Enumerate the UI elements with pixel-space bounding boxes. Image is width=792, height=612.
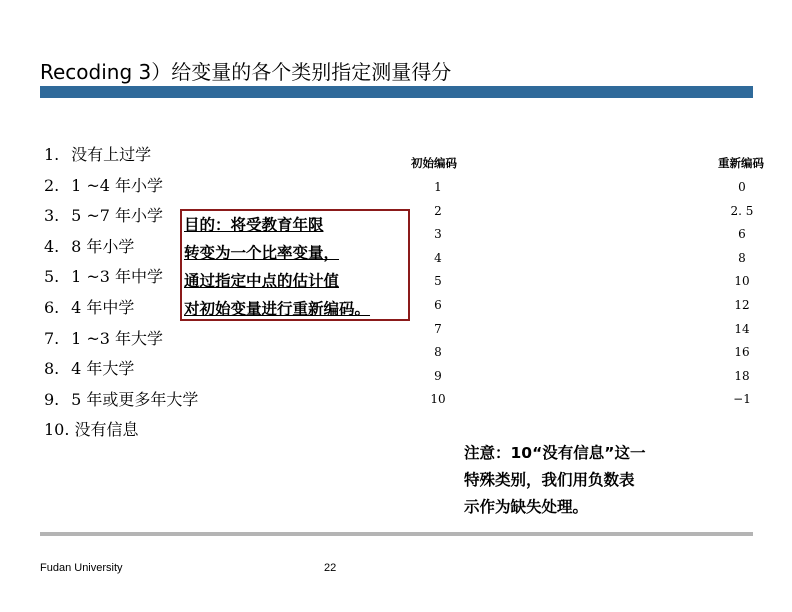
category-list: [44, 143, 198, 449]
list-item: [44, 174, 198, 205]
purpose-callout-box: [180, 209, 410, 321]
page-number: 22: [324, 562, 337, 574]
item-label: 没有上过学: [71, 145, 152, 164]
original-code: 2: [434, 203, 442, 218]
recoded-header: 重新编码: [718, 156, 764, 170]
recoded-value: 16: [734, 345, 750, 360]
recoded-value: −1: [733, 392, 751, 407]
purpose-line: 目的：将受教育年限: [184, 216, 324, 234]
item-label: 5 年或更多年大学: [71, 389, 199, 409]
original-code: 1: [434, 180, 442, 194]
list-item: [44, 143, 198, 174]
original-code: 8: [434, 345, 442, 360]
item-label: 4 年大学: [71, 359, 135, 379]
original-code-header: 初始编码: [411, 156, 457, 170]
list-item: [44, 327, 198, 358]
recoded-value: 2. 5: [730, 203, 754, 218]
original-code: 9: [434, 368, 442, 383]
item-label: 4 年中学: [71, 297, 135, 317]
item-number: 4.: [44, 236, 60, 256]
purpose-line: 通过指定中点的估计值: [184, 272, 340, 290]
original-code-column: [423, 180, 453, 416]
original-code: 6: [434, 297, 442, 312]
list-item: [44, 418, 198, 449]
recoded-value: 8: [738, 250, 746, 265]
recoded-value: 14: [734, 321, 750, 336]
recoded-value: 18: [734, 368, 750, 383]
item-number: 5.: [44, 267, 60, 287]
recoded-value: 6: [738, 227, 746, 242]
item-label: 1 ~3 年中学: [71, 267, 164, 287]
list-item: [44, 265, 198, 296]
item-number: 2.: [44, 175, 60, 195]
original-code: 4: [434, 250, 442, 265]
item-number: 3.: [44, 206, 60, 226]
item-label: 1 ~3 年大学: [71, 328, 164, 348]
list-item: [44, 235, 198, 266]
original-code: 7: [434, 321, 442, 336]
item-number: 9.: [44, 389, 60, 409]
list-item: [44, 204, 198, 235]
item-number: 7.: [44, 328, 60, 348]
item-label: 5 ~7 年小学: [71, 206, 164, 226]
list-item: [44, 388, 198, 419]
original-code: 10: [430, 392, 446, 407]
item-label: 没有信息: [74, 420, 139, 440]
list-item: [44, 357, 198, 388]
list-item: [44, 296, 198, 327]
recoded-column: [727, 180, 757, 416]
item-number: 8.: [44, 359, 60, 379]
note-line: 注意：10“没有信息”这一: [464, 444, 646, 462]
recoded-value: 0: [738, 180, 746, 194]
item-number: 10.: [44, 420, 70, 440]
item-label: 8 年小学: [71, 236, 135, 256]
footer-divider: [40, 532, 753, 536]
recoded-value: 10: [734, 274, 750, 289]
footer-institution: Fudan University: [40, 562, 123, 574]
purpose-line: 对初始变量进行重新编码。: [184, 300, 371, 318]
slide-title: Recoding 3）给变量的各个类别指定测量得分: [40, 60, 452, 84]
missing-value-note: [464, 440, 704, 521]
original-code: 3: [434, 227, 442, 242]
item-number: 6.: [44, 297, 60, 317]
note-line: 示作为缺失处理。: [464, 498, 589, 516]
item-label: 1 ~4 年小学: [71, 175, 164, 195]
purpose-line: 转变为一个比率变量，: [184, 244, 340, 262]
recoded-value: 12: [734, 297, 750, 312]
title-underline-bar: [40, 86, 753, 98]
original-code: 5: [434, 274, 442, 289]
note-line: 特殊类别，我们用负数表: [464, 471, 635, 489]
item-number: 1.: [44, 145, 60, 164]
